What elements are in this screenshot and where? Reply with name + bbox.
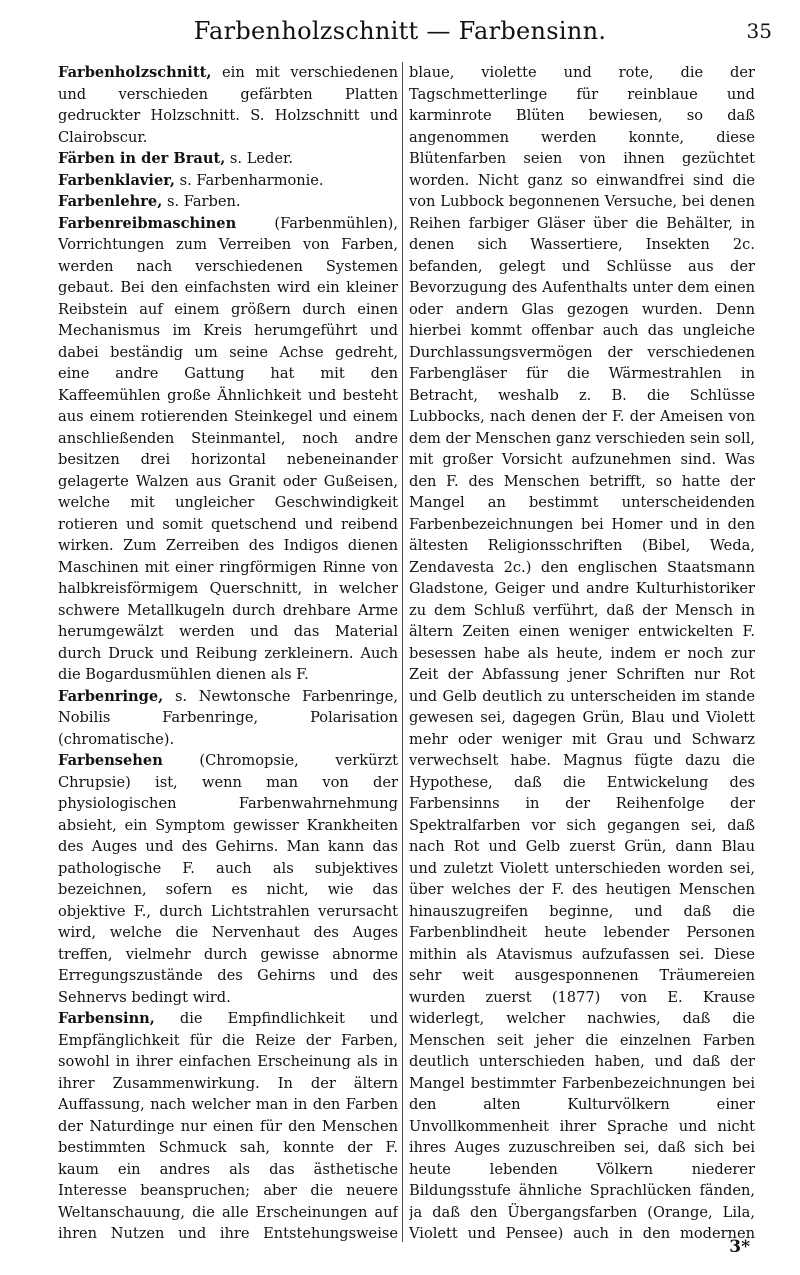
entry-farbensehen (58, 750, 398, 1008)
entry-farbenholzschnitt (58, 62, 398, 148)
entry-text: s. Farbenharmonie. (174, 171, 324, 189)
entry-farbenlehre (58, 191, 398, 213)
headword: Färben in der Braut, (58, 150, 226, 167)
headword: Farbenklavier, (58, 171, 175, 189)
page-header (0, 0, 800, 52)
entry-text: die Empfindlichkeit und Empfänglichkeit für die Reize der Farben, sowohl in ihrer einfachen Erscheinung als in ihrer Zusammenwirkung. In der ältern Auffassung, nach welcher man in den Farben der Naturdinge nur einen für den Menschen bestimmten Schmuck sah, konnte der F. kaum ein andres als das ästhetische Interesse beanspruchen; aber die neuere Weltanschauung, die alle Erscheinungen auf ihren Nutzen und ihre Entstehungsweise (58, 1010, 398, 1242)
entry-farbenreibmaschinen (58, 213, 398, 686)
running-title: Farbenholzschnitt — Farbensinn. (193, 17, 607, 45)
entry-faerben-in-der-braut (58, 148, 398, 170)
entry-farbenklavier (58, 170, 398, 192)
entry-text: (Chromopsie, verkürzt Chrupsie) ist, wenn man von der physiologischen Farbenwahrnehmung absieht, ein Symptom gewisser Krankheiten des Auges und des Gehirns. Man kann das pathologische F. auch als subjektives bezeichnen, sofern es nicht, wie das objektive F., durch Lichtstrahlen verursacht wird, welche die Nervenhaut des Auges treffen, vielmehr durch gewisse abnorme Erregungszustände des Gehirns und des Sehnervs bedingt wird. (58, 752, 398, 1006)
entry-text: s. Newtonsche Farbenringe, Nobilis Farbenringe, Polarisation (chromatische). (58, 687, 398, 748)
entry-farbensinn-continued: blaue, violette und rote, die der Tagschmetterlinge für reinblaue und karminrote Blüten bewiesen, so daß angenommen werden konnte, diese Blütenfarben seien von ihnen gezüchtet worden. Nicht ganz so einwandfrei sind die von Lubbock begonnenen Versuche, bei denen Reihen farbiger Gläser über die Behälter, in denen sich Wassertiere, Insekten 2c. befanden, gelegt und Schlüsse aus der Bevorzugung des Aufenthalts unter dem einen oder andern Glas gezogen wurden. Denn hierbei kommt offenbar auch das ungleiche Durchlassungsvermögen der verschiedenen Farbengläser für die Wärmestrahlen in Betracht, weshalb z. B. die Schlüsse Lubbocks, nach denen der F. der Ameisen von dem der Menschen ganz verschieden sein soll, mit großer Vorsicht aufzunehmen sind. Was den F. des Menschen betrifft, so hatte der Mangel an bestimmt unterscheidenden Farbenbezeichnungen bei Homer und in den ältesten Religionsschriften (Bibel, Weda, Zendavesta 2c.) den englischen Staatsmann Gladstone, Geiger und andre Kulturhistoriker zu dem Schluß verführt, daß der Mensch in ältern Zeiten einen weniger entwickelten F. besessen habe als heute, indem er noch zur Zeit der Abfassung jener Schriften nur Rot und Gelb deutlich zu unterscheiden im stande gewesen sei, dagegen Grün, Blau und Violett mehr oder weniger mit Grau und Schwarz verwechselt habe. Magnus fügte dazu die Hypothese, daß die Entwickelung des Farbensinns in der Reihenfolge der Spektralfarben vor sich gegangen sei, daß nach Rot und Gelb zuerst Grün, dann Blau und zuletzt Violett unterschieden worden sei, über welches der F. des heutigen Menschen hinauszugreifen beginne, und daß die Farbenblindheit heute lebender Personen mithin als Atavismus aufzufassen sei. Diese sehr weit ausgesponnenen Träumereien wurden zuerst (1877) von E. Krause widerlegt, welcher nachwies, daß die Menschen seit jeher die einzelnen Farben deutlich unterschieden haben, und daß der Mangel bestimmter Farbenbezeichnungen bei den alten Kulturvölkern einer Unvollkommenheit ihrer Sprache und nicht ihres Auges zuzuschreiben sei, daß sich bei heute lebenden Völkern niederer Bildungsstufe ähnliche Sprachlücken fänden, ja daß den Übergangsfarben (Orange, Lila, Violett und Pensee) auch in den modernen (409, 64, 755, 1242)
signature-mark: 3* (729, 1237, 750, 1257)
page-number: 35 (746, 19, 772, 43)
entry-text: (Farbenmühlen), Vorrichtungen zum Verreiben von Farben, werden nach verschiedenen Systemen gebaut. Bei den einfachsten wird ein kleiner Reibstein auf einem größern durch einen Mechanismus im Kreis herumgeführt und dabei beständig um seine Achse gedreht, eine andre Gattung hat mit den Kaffeemühlen große Ähnlichkeit und besteht aus einem rotierenden Steinkegel und einem anschließenden Steinmantel, noch andre besitzen drei horizontal nebeneinander gelagerte Walzen aus Granit oder Gußeisen, welche mit ungleicher Geschwindigkeit rotieren und somit quetschend und reibend wirken. Zum Zerreiben des Indigos dienen Maschinen mit einer ringförmigen Rinne von halbkreisförmigem Querschnitt, in welcher schwere Metallkugeln durch drehbare Arme herumgewälzt werden und das Material durch Druck und Reibung zerkleinern. Auch die Bogardusmühlen dienen als F. (58, 214, 398, 683)
entry-farbenringe (58, 686, 398, 751)
left-column (58, 62, 398, 1242)
entry-text: s. Leder. (225, 150, 294, 167)
headword: Farbenringe, (58, 687, 164, 705)
headword: Farbenholzschnitt, (58, 64, 212, 81)
entry-text: ein mit verschiedenen und verschieden gefärbten Platten gedruckter Holzschnitt. S. Holzschnitt und Clairobscur. (58, 64, 398, 146)
entry-farbensinn (58, 1008, 398, 1242)
headword: Farbenlehre, (58, 193, 163, 210)
column-divider (402, 62, 403, 1242)
entry-text: s. Farben. (162, 193, 241, 210)
headword: Farbensinn, (58, 1010, 155, 1027)
right-column (409, 62, 755, 1242)
headword: Farbenreibmaschinen (58, 214, 237, 232)
headword: Farbensehen (58, 752, 163, 769)
